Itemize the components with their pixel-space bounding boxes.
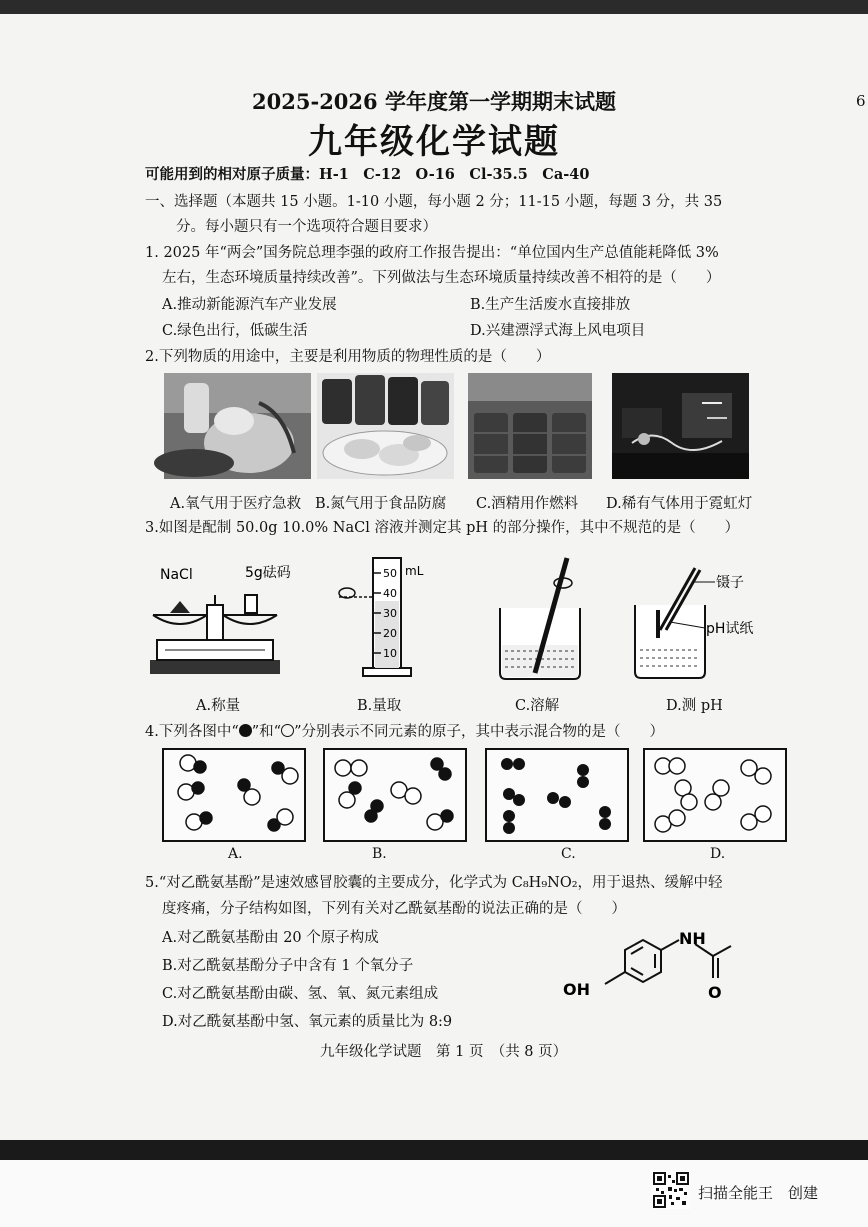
q5-option-c[interactable]: C.对乙酰氨基酚由碳、氢、氧、氮元素组成 [162, 986, 439, 1002]
particle-box-c[interactable] [485, 748, 629, 842]
section-heading-line2: 分。每小题只有一个选项符合题目要求） [176, 219, 437, 235]
page-footer: 九年级化学试题 第 1 页 （共 8 页） [320, 1044, 568, 1060]
q3-option-c[interactable]: C.溶解 [515, 698, 560, 714]
cylinder-tick-label: 50 [383, 567, 397, 580]
photo-neon-lights [612, 373, 749, 479]
q1-option-c[interactable]: C.绿色出行，低碳生活 [162, 323, 308, 339]
q3-stem: 3.如图是配制 50.0g 10.0% NaCl 溶液并测定其 pH 的部分操作，其中不规范的是（ ） [145, 520, 740, 536]
ph-test-diagram [630, 560, 790, 685]
q4-stem-post: ”分别表示不同元素的原子，其中表示混合物的是（ ） [294, 724, 664, 740]
particle-box-d[interactable] [643, 748, 787, 842]
particle-box-b[interactable] [323, 748, 467, 842]
q2-option-d[interactable]: D.稀有气体用于霓虹灯 [606, 496, 753, 512]
balance-diagram [145, 555, 291, 680]
section-heading-line1: 一、选择题（本题共 15 小题。1-10 小题，每小题 2 分；11-15 小题，每题 3 分，共 35 [145, 194, 723, 210]
q4-label-d: D. [710, 846, 726, 862]
q2-option-c[interactable]: C.酒精用作燃料 [476, 496, 579, 512]
structure-o: O [708, 983, 722, 1002]
q2-option-a[interactable]: A.氧气用于医疗急救 [170, 496, 302, 512]
scan-bottom-edge [0, 1140, 868, 1160]
cylinder-tick-label: 40 [383, 587, 397, 600]
nacl-label: NaCl [160, 567, 193, 583]
q3-option-a[interactable]: A.称量 [196, 698, 241, 714]
photo-alcohol-fuel-tanks [468, 373, 592, 479]
q4-label-c: C. [561, 846, 576, 862]
tweezers-label: 镊子 [716, 575, 744, 591]
qr-code-icon [652, 1171, 690, 1209]
q5-stem-line2: 度疼痛，分子结构如图，下列有关对乙酰氨基酚的说法正确的是（ ） [162, 901, 626, 917]
q4-stem-pre: 4.下列各图中“ [145, 724, 239, 740]
q5-option-b[interactable]: B.对乙酰氨基酚分子中含有 1 个氧分子 [162, 958, 414, 974]
white-atom-icon [281, 724, 294, 737]
black-atom-icon [239, 724, 252, 737]
structure-nh: NH [679, 929, 706, 948]
q2-stem: 2.下列物质的用途中，主要是利用物质的物理性质的是（ ） [145, 349, 551, 365]
acetaminophen-structure [555, 920, 765, 1010]
ml-label: mL [405, 564, 424, 578]
exam-title: 2025-2026 学年度第一学期期末试题 [252, 89, 616, 114]
edge-mark: 6 [856, 92, 866, 110]
cylinder-diagram [335, 553, 435, 683]
photo-oxygen-first-aid [164, 373, 311, 479]
q1-option-d[interactable]: D.兴建漂浮式海上风电项目 [470, 323, 646, 339]
q3-option-b[interactable]: B.量取 [357, 698, 402, 714]
cylinder-tick-label: 20 [383, 627, 397, 640]
q1-stem-line2: 左右，生态环境质量持续改善”。下列做法与生态环境质量持续改善不相符的是（ ） [162, 270, 721, 286]
q4-label-b: B. [372, 846, 387, 862]
q1-option-b[interactable]: B.生产生活废水直接排放 [470, 297, 631, 313]
atomic-masses: 可能用到的相对原子质量：H-1 C-12 O-16 Cl-35.5 Ca-40 [145, 166, 590, 183]
structure-oh: OH [563, 980, 590, 999]
q1-option-a[interactable]: A.推动新能源汽车产业发展 [162, 297, 337, 313]
weight-label: 5g砝码 [245, 565, 291, 581]
q1-stem-line1: 1. 2025 年“两会”国务院总理李强的政府工作报告提出：“单位国内生产总值能耗降低 3% [145, 245, 719, 261]
dissolving-diagram [495, 553, 585, 683]
q2-option-b[interactable]: B.氮气用于食品防腐 [315, 496, 447, 512]
q5-stem-line1: 5.“对乙酰氨基酚”是速效感冒胶囊的主要成分，化学式为 C₈H₉NO₂，用于退热、缓解中轻 [145, 875, 723, 891]
q4-label-a: A. [228, 846, 243, 862]
q5-option-a[interactable]: A.对乙酰氨基酚由 20 个原子构成 [162, 930, 379, 946]
q3-option-d[interactable]: D.测 pH [666, 698, 723, 714]
cylinder-tick-label: 10 [383, 647, 397, 660]
scan-top-edge [0, 0, 868, 14]
q5-option-d[interactable]: D.对乙酰氨基酚中氢、氧元素的质量比为 8:9 [162, 1014, 453, 1030]
scanner-watermark: 扫描全能王 创建 [698, 1184, 819, 1202]
photo-nitrogen-food-packs [317, 373, 454, 479]
paper-title: 九年级化学试题 [308, 122, 560, 162]
q4-stem [145, 720, 664, 741]
particle-box-a[interactable] [162, 748, 306, 842]
q4-stem-mid: ”和“ [251, 724, 282, 740]
ph-paper-label: pH试纸 [706, 621, 754, 637]
cylinder-tick-label: 30 [383, 607, 397, 620]
